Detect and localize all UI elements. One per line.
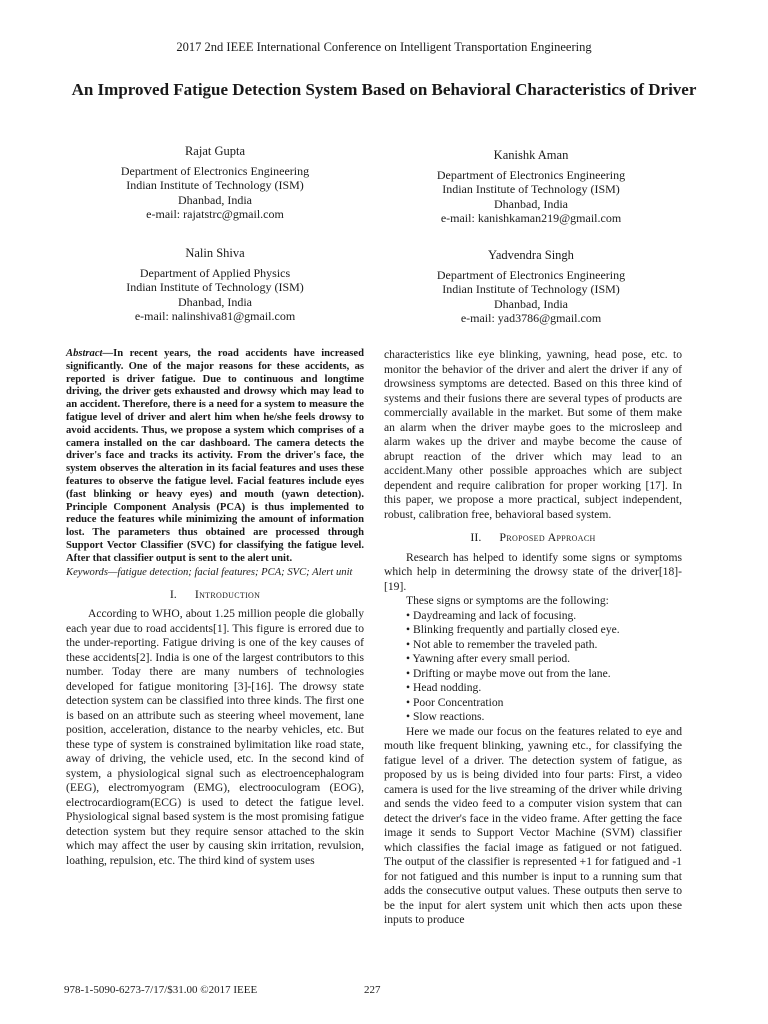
page-number: 227	[364, 984, 381, 996]
intro-paragraph: According to WHO, about 1.25 million people die globally each year due to road accidents[1]. This figure is errored due to the under-reporting. Fatigue driving is one of the key causes of these accidents[2]. India is one of the largest contributors to this number. Today there are many numbers of technologies developed for fatigue monitoring [3]-[16]. The drowsy state detection system can be classified into three kinds. The first one is based on an attribute such as steering wheel movement, lane position, acceleration, distance to the nearby vehicles, etc. But these type of system is constrained bylimitation like road state, away of driving, the vehicle used, etc. In the second kind of system, a physiological signal such as electroencephalogram (EEG), electromyogram (EMG), electrooculogram (EOG), electrocardiogram(ECG) is used to detect the fatigue level. Physiological signal based system is the most promising fatigue detection system but they require sensor attached to the skin which may affect the user by causing skin irritation, revulsion, loathing, repulsion, etc. The third kind of system uses	[66, 607, 364, 867]
author-block	[70, 144, 360, 222]
section-title: Introduction	[194, 586, 261, 601]
author-dept: Department of Applied Physics	[139, 265, 291, 280]
author-dept: Department of Electronics Engineering	[120, 163, 310, 178]
conference-header: 2017 2nd IEEE International Conference on Intelligent Transportation Engineering	[176, 40, 592, 54]
abstract-lead: Abstract	[66, 348, 103, 359]
author-city: Dhanbad, India	[178, 294, 252, 309]
author-email: e-mail: rajatstrc@gmail.com	[146, 207, 284, 221]
author-name: Rajat Gupta	[184, 144, 246, 158]
abstract-text: —In recent years, the road accidents have increased significantly. One of the major reasons for these accidents, as reported is driver fatigue. Due to continuous and longtime driving, the driver gets exhausted and drowsy which may lead to an accident. Therefore, there is a need for a system to measure the fatigue level of driver and alert him when he/she feels drowsy to avoid accidents. Thus, we propose a system which comprises of a camera installed on the car dashboard. The camera detects the driver's face and tracks its activity. From the driver's face, the system observes the alteration in its facial features and uses these features to observe the fatigue level. Facial features include eyes (fast blinking or heavy eyes) and mouth (yawn detection). Principle Component Analysis (PCA) is thus implemented to reduce the features while minimizing the amount of information lost. The parameters thus obtained are processed through Support Vector Classifier (SVC) for classifying the fatigue level. After that classifier output is sent to the alert unit.	[66, 348, 364, 564]
continued-paragraph: characteristics like eye blinking, yawning, head pose, etc. to monitor the behavior of the driver and alert the driver if any of drowsiness symptoms are detected. Based on this three kind of systems and their fusions there are several types of products are commercially available in the market. But some of them make an alarm when the driver maybe goes to the microsleep and alarm wakes up the driver and maybe become the cause of abrupt reaction of the driver which may lead to an accident.Many other possible approaches which are subject dependent and require calibration for proper working [17]. In this paper, we propose a more practical, subject independent, robust, calibration free, behavioral based system.	[384, 348, 682, 521]
left-column	[66, 348, 364, 868]
author-email: e-mail: nalinshiva81@gmail.com	[134, 309, 296, 323]
author-city: Dhanbad, India	[494, 296, 568, 311]
symptom-list	[384, 609, 682, 725]
list-item: • Drifting or maybe move out from the lane.	[406, 667, 682, 682]
author-inst: Indian Institute of Technology (ISM)	[126, 178, 304, 192]
author-email: e-mail: kanishkaman219@gmail.com	[440, 211, 622, 225]
list-intro: These signs or symptoms are the following:	[406, 594, 609, 607]
abstract	[66, 348, 364, 566]
right-column	[384, 348, 682, 928]
author-inst: Indian Institute of Technology (ISM)	[442, 182, 620, 196]
author-inst: Indian Institute of Technology (ISM)	[126, 280, 304, 294]
author-name: Kanishk Aman	[493, 148, 569, 162]
isbn-footer: 978-1-5090-6273-7/17/$31.00 ©2017 IEEE	[64, 984, 258, 996]
author-city: Dhanbad, India	[178, 192, 252, 207]
paper-title: An Improved Fatigue Detection System Based on Behavioral Characteristics of Driver	[71, 80, 697, 99]
section-number: II.	[470, 530, 482, 544]
author-dept: Department of Electronics Engineering	[436, 167, 626, 182]
author-block	[70, 246, 360, 324]
section-heading	[66, 587, 364, 602]
list-item: • Head nodding.	[406, 681, 682, 696]
list-item: • Yawning after every small period.	[406, 652, 682, 667]
section-heading	[384, 530, 682, 545]
author-city: Dhanbad, India	[494, 196, 568, 211]
author-block	[386, 148, 676, 226]
keywords: Keywords—fatigue detection; facial features; PCA; SVC; Alert unit	[66, 566, 353, 578]
section-title: Proposed Approach	[499, 530, 596, 544]
author-email: e-mail: yad3786@gmail.com	[460, 311, 602, 325]
approach-paragraph-2: Here we made our focus on the features related to eye and mouth like frequent blinking, yawning etc., for classifying the fatigue level of a driver. The detection system of fatigue, as proposed by us is being divided into four parts: First, a video camera is used for the live streaming of the driver while driving and sends the video feed to a computer vision system that can detect the driver's face in the video frame. After getting the face image it sends to Support Vector Machine (SVM) classifier which classifies the facial image as fatigued or not fatigued. The output of the classifier is represented +1 for fatigued and -1 for not fatigued and this number is input to a running sum that adds the consecutive output values. These outputs then serve to be the input for alert system unit which then acts upon these inputs to produce	[384, 724, 682, 926]
author-dept: Department of Electronics Engineering	[436, 267, 626, 282]
list-item: • Blinking frequently and partially closed eye.	[406, 623, 682, 638]
list-item: • Poor Concentration	[406, 696, 682, 711]
author-inst: Indian Institute of Technology (ISM)	[442, 282, 620, 296]
list-item: • Daydreaming and lack of focusing.	[406, 609, 682, 624]
list-item: • Slow reactions.	[406, 710, 682, 725]
author-name: Yadvendra Singh	[488, 248, 574, 262]
author-name: Nalin Shiva	[185, 246, 245, 260]
author-block	[386, 248, 676, 326]
section-number: I.	[169, 586, 177, 601]
approach-paragraph: Research has helped to identify some signs or symptoms which help in determining the drowsy state of the driver[18]-[19].	[384, 550, 682, 593]
list-item: • Not able to remember the traveled path.	[406, 638, 682, 653]
